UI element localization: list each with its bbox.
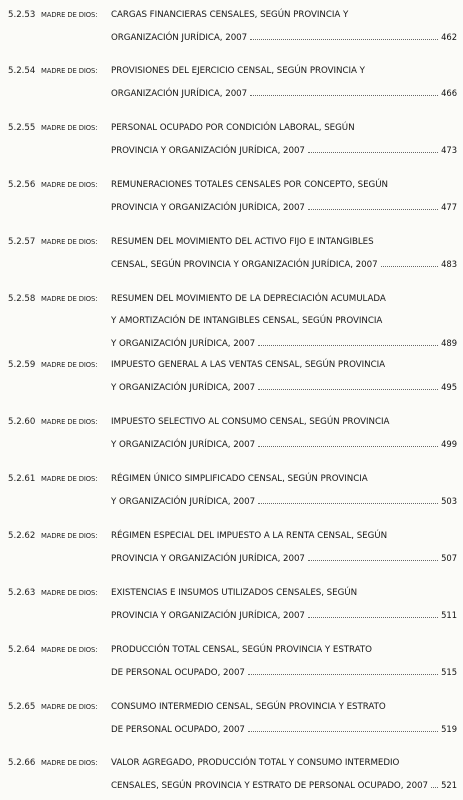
entry-title <box>111 117 457 161</box>
dot-leader <box>258 345 438 346</box>
entry-title-line: REMUNERACIONES TOTALES CENSALES POR CONCEPTO, SEGÚN <box>111 180 388 190</box>
dot-leader <box>308 152 438 153</box>
entry-number: 5.2.59 <box>8 360 36 370</box>
entry-title-text: ORGANIZACIÓN JURÍDICA, 2007 <box>111 89 248 99</box>
entry-title <box>111 582 457 626</box>
dot-leader <box>250 95 438 96</box>
toc-entry <box>0 231 463 271</box>
toc-entry <box>0 354 463 394</box>
entry-title-text: ORGANIZACIÓN JURÍDICA, 2007 <box>111 33 248 43</box>
entry-region-label: MADRE DE DIOS: <box>41 11 98 19</box>
entry-title-line: PERSONAL OCUPADO POR CONDICIÓN LABORAL, SEGÚN <box>111 123 355 133</box>
entry-number: 5.2.53 <box>8 10 36 20</box>
entry-title-line: RÉGIMEN ESPECIAL DEL IMPUESTO A LA RENTA CENSAL, SEGÚN <box>111 531 388 541</box>
entry-region-label: MADRE DE DIOS: <box>41 646 98 654</box>
dot-leader <box>258 446 438 447</box>
entry-title-text: DE PERSONAL OCUPADO, 2007 <box>111 725 245 735</box>
page-number: 466 <box>441 88 457 98</box>
entry-number: 5.2.54 <box>8 66 36 76</box>
page-number: 473 <box>441 145 457 155</box>
entry-region-label: MADRE DE DIOS: <box>41 67 98 75</box>
dot-leader <box>381 266 439 267</box>
entry-title <box>111 696 457 740</box>
entry-title-last-line <box>111 26 457 48</box>
page-number: 511 <box>441 610 457 620</box>
dot-leader <box>308 209 438 210</box>
entry-title-last-line <box>111 82 457 104</box>
entry-number: 5.2.64 <box>8 645 36 655</box>
entry-title <box>111 411 457 455</box>
toc-entry <box>0 411 463 451</box>
entry-number: 5.2.65 <box>8 702 36 712</box>
entry-number: 5.2.58 <box>8 294 36 304</box>
entry-number: 5.2.60 <box>8 417 36 427</box>
entry-number: 5.2.66 <box>8 758 36 768</box>
toc-entry <box>0 174 463 214</box>
entry-title-line: EXISTENCIAS E INSUMOS UTILIZADOS CENSALES, SEGÚN <box>111 588 358 598</box>
entry-title-last-line <box>111 774 457 796</box>
page-number: 477 <box>441 202 457 212</box>
entry-region-label: MADRE DE DIOS: <box>41 238 98 246</box>
toc-entry <box>0 752 463 792</box>
entry-region-label: MADRE DE DIOS: <box>41 703 98 711</box>
page-number: 521 <box>441 780 457 790</box>
entry-region-label: MADRE DE DIOS: <box>41 418 98 426</box>
entry-number: 5.2.55 <box>8 123 36 133</box>
entry-number: 5.2.61 <box>8 474 36 484</box>
dot-leader <box>248 731 438 732</box>
entry-title-last-line <box>111 547 457 569</box>
toc-entry <box>0 288 463 349</box>
dot-leader <box>258 503 438 504</box>
toc-entry <box>0 525 463 565</box>
entry-number: 5.2.56 <box>8 180 36 190</box>
page-number: 495 <box>441 382 457 392</box>
entry-title <box>111 525 457 569</box>
toc-entry <box>0 582 463 622</box>
entry-title-line: Y AMORTIZACIÓN DE INTANGIBLES CENSAL, SEGÚN PROVINCIA <box>111 316 383 326</box>
toc-entry <box>0 117 463 157</box>
toc-entry <box>0 468 463 508</box>
page-number: 499 <box>441 439 457 449</box>
entry-title <box>111 174 457 218</box>
entry-title-last-line <box>111 604 457 626</box>
entry-title-line: VALOR AGREGADO, PRODUCCIÓN TOTAL Y CONSUMO INTERMEDIO <box>111 758 400 768</box>
entry-title-last-line <box>111 376 457 398</box>
entry-title-last-line <box>111 490 457 512</box>
entry-title-text: CENSAL, SEGÚN PROVINCIA Y ORGANIZACIÓN JURÍDICA, 2007 <box>111 260 378 270</box>
entry-title <box>111 639 457 683</box>
page-number: 503 <box>441 496 457 506</box>
toc-entry <box>0 60 463 100</box>
toc-entry <box>0 4 463 44</box>
entry-title-last-line <box>111 718 457 740</box>
toc-entry <box>0 696 463 736</box>
dot-leader <box>308 560 438 561</box>
entry-title-text: CENSALES, SEGÚN PROVINCIA Y ESTRATO DE PERSONAL OCUPADO, 2007 <box>111 781 429 791</box>
page-number: 462 <box>441 32 457 42</box>
entry-region-label: MADRE DE DIOS: <box>41 124 98 132</box>
toc-entry <box>0 639 463 679</box>
entry-region-label: MADRE DE DIOS: <box>41 181 98 189</box>
entry-region-label: MADRE DE DIOS: <box>41 589 98 597</box>
entry-title <box>111 60 457 104</box>
entry-title-text: PROVINCIA Y ORGANIZACIÓN JURÍDICA, 2007 <box>111 146 305 156</box>
entry-region-label: MADRE DE DIOS: <box>41 475 98 483</box>
entry-number: 5.2.62 <box>8 531 36 541</box>
entry-title-text: Y ORGANIZACIÓN JURÍDICA, 2007 <box>111 440 256 450</box>
entry-title <box>111 468 457 512</box>
dot-leader <box>250 39 438 40</box>
entry-title-line: CONSUMO INTERMEDIO CENSAL, SEGÚN PROVINCIA Y ESTRATO <box>111 702 386 712</box>
dot-leader <box>431 787 438 788</box>
dot-leader <box>308 617 438 618</box>
entry-title-last-line <box>111 196 457 218</box>
entry-title <box>111 231 457 275</box>
entry-title <box>111 752 457 796</box>
page-number: 483 <box>441 259 457 269</box>
entry-title-line: PRODUCCIÓN TOTAL CENSAL, SEGÚN PROVINCIA Y ESTRATO <box>111 645 372 655</box>
page-number: 489 <box>441 338 457 348</box>
entry-region-label: MADRE DE DIOS: <box>41 361 98 369</box>
entry-title-line: PROVISIONES DEL EJERCICIO CENSAL, SEGÚN PROVINCIA Y <box>111 66 365 76</box>
entry-title-line: RÉGIMEN ÚNICO SIMPLIFICADO CENSAL, SEGÚN PROVINCIA <box>111 474 368 484</box>
entry-title-line: RESUMEN DEL MOVIMIENTO DE LA DEPRECIACIÓN ACUMULADA <box>111 294 386 304</box>
entry-title-text: PROVINCIA Y ORGANIZACIÓN JURÍDICA, 2007 <box>111 554 305 564</box>
dot-leader <box>258 389 438 390</box>
entry-title <box>111 354 457 398</box>
entry-title-text: Y ORGANIZACIÓN JURÍDICA, 2007 <box>111 497 256 507</box>
entry-title-last-line <box>111 433 457 455</box>
entry-title-last-line <box>111 332 457 354</box>
entry-number: 5.2.63 <box>8 588 36 598</box>
entry-title-last-line <box>111 253 457 275</box>
entry-title-line: RESUMEN DEL MOVIMIENTO DEL ACTIVO FIJO E INTANGIBLES <box>111 237 374 247</box>
entry-region-label: MADRE DE DIOS: <box>41 295 98 303</box>
page-number: 507 <box>441 553 457 563</box>
entry-title-text: Y ORGANIZACIÓN JURÍDICA, 2007 <box>111 383 256 393</box>
entry-title-text: PROVINCIA Y ORGANIZACIÓN JURÍDICA, 2007 <box>111 611 305 621</box>
dot-leader <box>248 674 438 675</box>
entry-region-label: MADRE DE DIOS: <box>41 532 98 540</box>
page-number: 519 <box>441 724 457 734</box>
entry-number: 5.2.57 <box>8 237 36 247</box>
entry-title-text: DE PERSONAL OCUPADO, 2007 <box>111 668 245 678</box>
entry-title <box>111 288 457 354</box>
page-number: 515 <box>441 667 457 677</box>
entry-title-last-line <box>111 661 457 683</box>
entry-title-line: IMPUESTO GENERAL A LAS VENTAS CENSAL, SEGÚN PROVINCIA <box>111 360 386 370</box>
entry-title-line: IMPUESTO SELECTIVO AL CONSUMO CENSAL, SEGÚN PROVINCIA <box>111 417 390 427</box>
entry-region-label: MADRE DE DIOS: <box>41 759 98 767</box>
entry-title-line: CARGAS FINANCIERAS CENSALES, SEGÚN PROVINCIA Y <box>111 10 349 20</box>
entry-title-text: Y ORGANIZACIÓN JURÍDICA, 2007 <box>111 339 256 349</box>
entry-title <box>111 4 457 48</box>
entry-title-last-line <box>111 139 457 161</box>
entry-title-text: PROVINCIA Y ORGANIZACIÓN JURÍDICA, 2007 <box>111 203 305 213</box>
